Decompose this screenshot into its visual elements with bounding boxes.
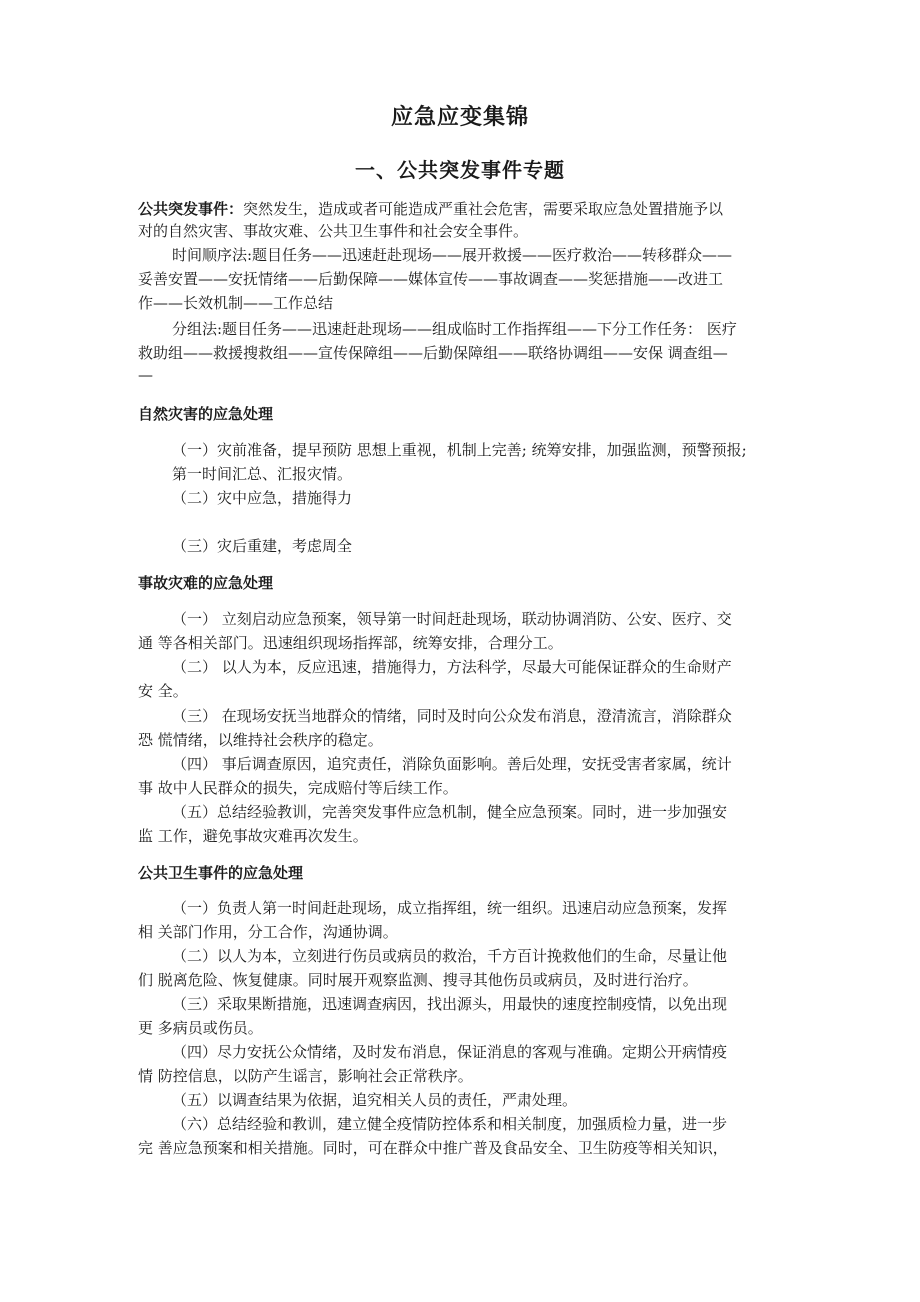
accident-item-3: （三） 在现场安抚当地群众的情绪，同时及时向公众发布消息，澄清流言，消除群众 bbox=[172, 707, 732, 725]
health-item-1-cont: 相 关部门作用，分工合作，沟通协调。 bbox=[138, 923, 398, 941]
health-item-6-cont: 完 善应急预案和相关措施。同时，可在群众中推广普及食品安全、卫生防疫等相关知识， bbox=[138, 1139, 728, 1157]
accident-item-1: （一） 立刻启动应急预案，领导第一时间赶赴现场，联动协调消防、公安、医疗、交 bbox=[172, 610, 732, 628]
accident-item-4-cont: 事 故中人民群众的损失，完成赔付等后续工作。 bbox=[138, 779, 458, 797]
health-item-6: （六）总结经验和教训，建立健全疫情防控体系和相关制度，加强质检力量，进一步 bbox=[172, 1115, 728, 1133]
accident-item-5: （五）总结经验教训，完善突发事件应急机制，健全应急预案。同时，进一步加强安 bbox=[172, 803, 728, 821]
health-item-5: （五）以调查结果为依据，追究相关人员的责任，严肃处理。 bbox=[172, 1091, 578, 1109]
time-order-line-1: 时间顺序法:题目任务——迅速赶赴现场——展开救援——医疗救治——转移群众—— bbox=[172, 246, 733, 264]
accident-item-5-cont: 监 工作，避免事故灾难再次发生。 bbox=[138, 827, 368, 845]
accident-item-3-cont: 恐 慌情绪，以维持社会秩序的稳定。 bbox=[138, 731, 383, 749]
group-method-line-2: 救助组——救援搜救组——宣传保障组——后勤保障组——联络协调组——安保 调查组— bbox=[138, 344, 728, 362]
intro-line-2: 对的自然灾害、事故灾难、公共卫生事件和社会安全事件。 bbox=[138, 222, 529, 240]
health-item-4: （四）尽力安抚公众情绪，及时发布消息，保证消息的客观与准确。定期公开病情疫 bbox=[172, 1043, 728, 1061]
natural-item-2: （二）灾中应急，措施得力 bbox=[172, 489, 353, 507]
section-title: 一、公共突发事件专题 bbox=[355, 158, 565, 182]
accident-item-1-cont: 通 等各相关部门。迅速组织现场指挥部，统筹安排，合理分工。 bbox=[138, 634, 563, 652]
natural-item-1-cont: 第一时间汇总、汇报灾情。 bbox=[172, 465, 353, 483]
intro-term: 公共突发事件： bbox=[138, 200, 244, 218]
accident-item-2: （二） 以人为本，反应迅速，措施得力，方法科学，尽最大可能保证群众的生命财产 bbox=[172, 658, 732, 676]
intro-definition: 突然发生，造成或者可能造成严重社会危害，需要采取应急处置措施予以 bbox=[243, 200, 724, 218]
document-title: 应急应变集锦 bbox=[390, 105, 529, 130]
health-item-3: （三）采取果断措施，迅速调查病因，找出源头，用最快的速度控制疫情，以免出现 bbox=[172, 995, 728, 1013]
health-item-1: （一）负责人第一时间赶赴现场，成立指挥组，统一组织。迅速启动应急预案，发挥 bbox=[172, 899, 728, 917]
health-item-2-cont: 们 脱离危险、恢复健康。同时展开观察监测、搜寻其他伤员或病员，及时进行治疗。 bbox=[138, 971, 698, 989]
health-item-3-cont: 更 多病员或伤员。 bbox=[138, 1019, 263, 1037]
accident-heading: 事故灾难的应急处理 bbox=[138, 574, 274, 592]
group-method-line-3: — bbox=[138, 366, 153, 384]
group-method-line-1: 分组法:题目任务——迅速赶赴现场——组成临时工作指挥组——下分工作任务： 医疗 bbox=[172, 320, 737, 338]
natural-item-3: （三）灾后重建，考虑周全 bbox=[172, 537, 353, 555]
natural-disaster-heading: 自然灾害的应急处理 bbox=[138, 405, 274, 423]
intro-line-1 bbox=[138, 198, 723, 220]
time-order-line-2: 妥善安置——安抚情绪——后勤保障——媒体宣传——事故调查——奖惩措施——改进工 bbox=[138, 270, 724, 288]
health-item-2: （二）以人为本，立刻进行伤员或病员的救治，千方百计挽救他们的生命，尽量让他 bbox=[172, 947, 728, 965]
natural-item-1: （一）灾前准备，提早预防 思想上重视，机制上完善; 统筹安排，加强监测，预警预报; bbox=[172, 441, 747, 459]
time-order-line-3: 作——长效机制——工作总结 bbox=[138, 294, 334, 312]
health-item-4-cont: 情 防控信息，以防产生谣言，影响社会正常秩序。 bbox=[138, 1067, 473, 1085]
public-health-heading: 公共卫生事件的应急处理 bbox=[138, 864, 304, 882]
accident-item-2-cont: 安 全。 bbox=[138, 682, 188, 700]
accident-item-4: （四） 事后调查原因，追究责任，消除负面影响。善后处理，安抚受害者家属，统计 bbox=[172, 755, 732, 773]
